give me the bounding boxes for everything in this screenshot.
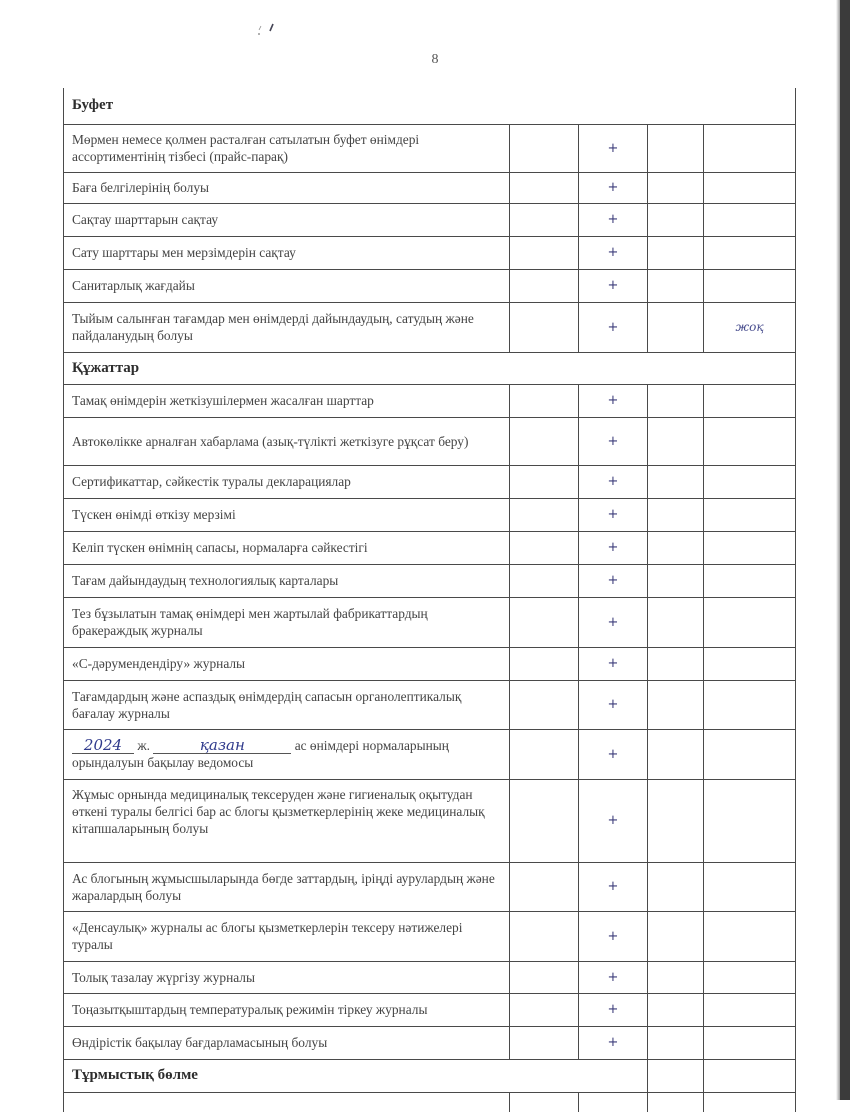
note-cell[interactable] [704, 647, 796, 680]
section-row-kuzhattar [64, 352, 796, 384]
cell-col-4[interactable] [648, 417, 704, 465]
note-cell[interactable] [704, 961, 796, 993]
cell-col-4[interactable] [648, 564, 704, 597]
table-row-menu-statement [64, 729, 796, 779]
note-cell[interactable] [704, 384, 796, 417]
cell-col-4[interactable] [648, 124, 704, 172]
note-cell[interactable] [704, 172, 796, 203]
table-row [64, 680, 796, 729]
cell-col-4[interactable] [648, 597, 704, 647]
cell-col-4[interactable] [648, 1059, 704, 1092]
table-row [64, 384, 796, 417]
criterion-text: Келіп түскен өнімнің сапасы, нормаларға сәйкестігі [64, 531, 510, 564]
note-cell[interactable] [704, 862, 796, 911]
cell-col-4[interactable] [648, 203, 704, 236]
cell-col-4[interactable] [648, 465, 704, 498]
table-row [64, 269, 796, 302]
stray-pen-marks [254, 20, 284, 40]
table-row [64, 1092, 796, 1112]
cell-col-4[interactable] [648, 647, 704, 680]
cell-col-2[interactable] [510, 680, 579, 729]
criterion-text: Түскен өнімді өткізу мерзімі [64, 498, 510, 531]
check-mark-cell[interactable]: + [579, 862, 648, 911]
table-row [64, 564, 796, 597]
cell-col-2[interactable] [510, 1092, 579, 1112]
check-mark-cell[interactable]: + [579, 531, 648, 564]
criterion-text [64, 1092, 510, 1112]
criterion-text: Тағам дайындаудың технологиялық карталары [64, 564, 510, 597]
check-mark-cell[interactable]: + [579, 597, 648, 647]
note-cell[interactable] [704, 680, 796, 729]
table-row [64, 417, 796, 465]
note-cell[interactable] [704, 498, 796, 531]
note-cell[interactable] [704, 1092, 796, 1112]
check-mark-cell[interactable]: + [579, 779, 648, 862]
criterion-text: Жұмыс орнында медициналық тексеруден және гигиеналық оқытудан өткені туралы белгісі бар ас блогы қызметкерлерінің жеке медициналық кітапшаларының болуы [64, 779, 510, 862]
section-title: Тұрмыстық бөлме [64, 1059, 648, 1092]
check-mark-cell[interactable]: + [579, 124, 648, 172]
section-title: Құжаттар [64, 352, 796, 384]
criterion-text: «Денсаулық» журналы ас блогы қызметкерлерін тексеру нәтижелері туралы [64, 911, 510, 961]
criterion-text [64, 729, 510, 779]
check-mark-cell[interactable]: + [579, 647, 648, 680]
note-cell[interactable] [704, 302, 796, 352]
cell-col-2[interactable] [510, 417, 579, 465]
section-title: Буфет [64, 88, 796, 124]
table-row [64, 498, 796, 531]
criterion-text: Тағамдардың және аспаздық өнімдердің сапасын органолептикалық бағалау журналы [64, 680, 510, 729]
cell-col-4[interactable] [648, 302, 704, 352]
criterion-text: Ас блогының жұмысшыларында бөгде заттардың, іріңді аурулардың және жаралардың болуы [64, 862, 510, 911]
cell-col-2[interactable] [510, 597, 579, 647]
note-cell[interactable] [704, 729, 796, 779]
cell-col-4[interactable] [648, 911, 704, 961]
table-row [64, 993, 796, 1026]
table-row [64, 862, 796, 911]
note-cell[interactable] [704, 911, 796, 961]
criterion-text: Сақтау шарттарын сақтау [64, 203, 510, 236]
note-cell[interactable] [704, 269, 796, 302]
cell-col-2[interactable] [510, 647, 579, 680]
check-mark-cell[interactable]: + [579, 384, 648, 417]
cell-col-2[interactable] [510, 564, 579, 597]
check-mark-cell[interactable]: + [579, 465, 648, 498]
check-mark-cell[interactable]: + [579, 269, 648, 302]
cell-col-2[interactable] [510, 779, 579, 862]
cell-col-2[interactable] [510, 302, 579, 352]
criterion-text: Толық тазалау жүргізу журналы [64, 961, 510, 993]
month-field[interactable]: қазан [153, 738, 291, 754]
cell-col-4[interactable] [648, 269, 704, 302]
table-row [64, 1026, 796, 1059]
cell-col-2[interactable] [510, 862, 579, 911]
note-cell[interactable] [704, 779, 796, 862]
criterion-text: Мөрмен немесе қолмен расталған сатылатын буфет өнімдері ассортиментінің тізбесі (прайс-парақ) [64, 124, 510, 172]
table-row [64, 203, 796, 236]
table-row [64, 597, 796, 647]
checklist-table [63, 88, 796, 1112]
cell-col-4[interactable] [648, 498, 704, 531]
cell-col-4[interactable] [648, 384, 704, 417]
cell-col-4[interactable] [648, 531, 704, 564]
check-mark-cell[interactable]: + [579, 203, 648, 236]
table-row [64, 302, 796, 352]
checklist-table-container [63, 88, 795, 1112]
cell-col-4[interactable] [648, 236, 704, 269]
criterion-text: Өндірістік бақылау бағдарламасының болуы [64, 1026, 510, 1059]
cell-col-2[interactable] [510, 531, 579, 564]
cell-col-2[interactable] [510, 269, 579, 302]
cell-col-2[interactable] [510, 172, 579, 203]
note-cell[interactable] [704, 417, 796, 465]
cell-col-4[interactable] [648, 993, 704, 1026]
cell-col-4[interactable] [648, 779, 704, 862]
note-cell[interactable] [704, 564, 796, 597]
table-row [64, 961, 796, 993]
cell-col-2[interactable] [510, 236, 579, 269]
note-cell[interactable] [704, 124, 796, 172]
cell-col-2[interactable] [510, 384, 579, 417]
page-number: 8 [431, 52, 439, 67]
table-row [64, 911, 796, 961]
note-cell[interactable] [704, 1026, 796, 1059]
table-row [64, 172, 796, 203]
cell-col-2[interactable] [510, 124, 579, 172]
cell-col-2[interactable] [510, 465, 579, 498]
check-mark-cell[interactable] [579, 1092, 648, 1112]
cell-col-2[interactable] [510, 911, 579, 961]
note-cell[interactable] [704, 597, 796, 647]
check-mark-cell[interactable]: + [579, 1026, 648, 1059]
handwritten-note: жоқ [735, 320, 764, 334]
criterion-text: Тамақ өнімдерін жеткізушілермен жасалған шарттар [64, 384, 510, 417]
check-mark-cell[interactable]: + [579, 172, 648, 203]
table-row [64, 531, 796, 564]
check-mark-cell[interactable]: + [579, 236, 648, 269]
criterion-text: Сату шарттары мен мерзімдерін сақтау [64, 236, 510, 269]
cell-col-2[interactable] [510, 729, 579, 779]
table-row [64, 465, 796, 498]
note-cell[interactable] [704, 993, 796, 1026]
check-mark-cell[interactable]: + [579, 302, 648, 352]
criterion-text: Санитарлық жағдайы [64, 269, 510, 302]
check-mark-cell[interactable]: + [579, 564, 648, 597]
text-line-2: орындалуын бақылау ведомосы [72, 755, 254, 770]
check-mark-cell[interactable]: + [579, 961, 648, 993]
table-row [64, 236, 796, 269]
note-cell[interactable] [704, 1059, 796, 1092]
cell-col-4[interactable] [648, 729, 704, 779]
cell-col-4[interactable] [648, 961, 704, 993]
section-row-turmystyk-bolme [64, 1059, 796, 1092]
cell-col-4[interactable] [648, 862, 704, 911]
year-suffix: ж. [137, 738, 150, 753]
table-row [64, 124, 796, 172]
cell-col-4[interactable] [648, 1026, 704, 1059]
check-mark-cell[interactable]: + [579, 911, 648, 961]
check-mark-cell[interactable]: + [579, 993, 648, 1026]
note-cell[interactable] [704, 236, 796, 269]
text-after-blanks: ас өнімдері нормаларының [294, 738, 449, 753]
check-mark-cell[interactable]: + [579, 680, 648, 729]
cell-col-4[interactable] [648, 1092, 704, 1112]
cell-col-2[interactable] [510, 498, 579, 531]
note-cell[interactable] [704, 465, 796, 498]
cell-col-4[interactable] [648, 680, 704, 729]
check-mark-cell[interactable]: + [579, 498, 648, 531]
criterion-text: «С-дәрумендендіру» журналы [64, 647, 510, 680]
year-field[interactable]: 2024 [72, 738, 134, 754]
cell-col-2[interactable] [510, 993, 579, 1026]
note-cell[interactable] [704, 531, 796, 564]
criterion-text: Тоңазытқыштардың температуралық режимін тіркеу журналы [64, 993, 510, 1026]
table-row [64, 647, 796, 680]
criterion-text: Баға белгілерінің болуы [64, 172, 510, 203]
table-row [64, 779, 796, 862]
criterion-text: Автокөлікке арналған хабарлама (азық-түлікті жеткізуге рұқсат беру) [64, 417, 510, 465]
criterion-text: Тыйым салынған тағамдар мен өнімдерді дайындаудың, сатудың және пайдаланудың болуы [64, 302, 510, 352]
scan-edge [840, 0, 850, 1100]
cell-col-2[interactable] [510, 1026, 579, 1059]
cell-col-2[interactable] [510, 203, 579, 236]
section-row-bufet [64, 88, 796, 124]
note-cell[interactable] [704, 203, 796, 236]
check-mark-cell[interactable]: + [579, 417, 648, 465]
cell-col-4[interactable] [648, 172, 704, 203]
criterion-text: Тез бұзылатын тамақ өнімдері мен жартылай фабрикаттардың бракераждық журналы [64, 597, 510, 647]
cell-col-2[interactable] [510, 961, 579, 993]
check-mark-cell[interactable]: + [579, 729, 648, 779]
criterion-text: Сертификаттар, сәйкестік туралы декларациялар [64, 465, 510, 498]
